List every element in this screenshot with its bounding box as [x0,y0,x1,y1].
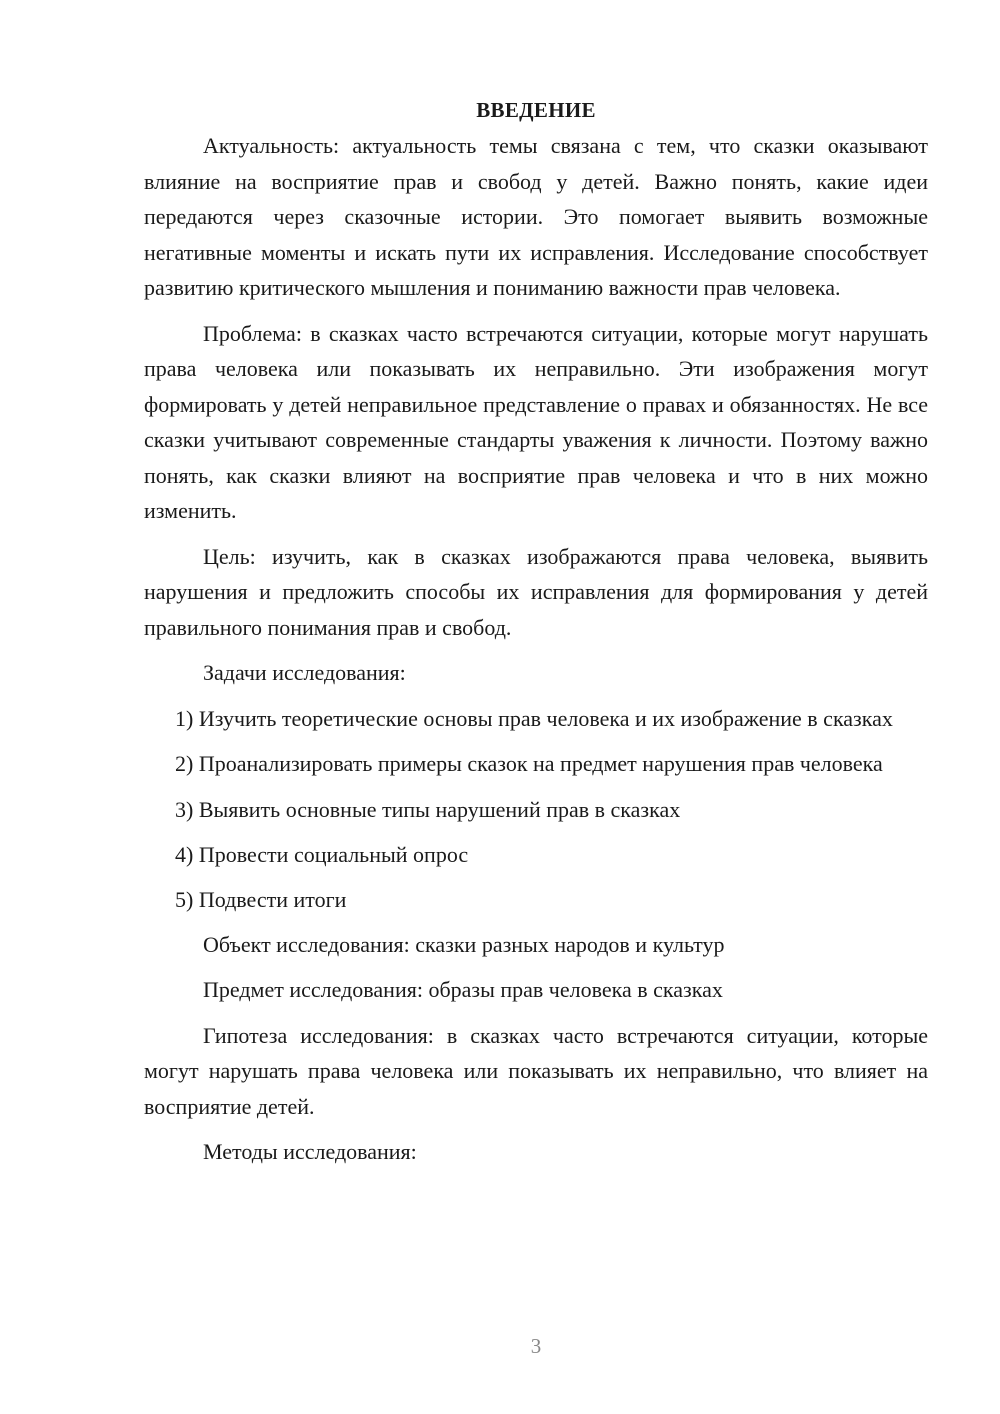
section-title: ВВЕДЕНИЕ [476,98,596,122]
relevance-paragraph: Актуальность: актуальность темы связана с тем, что сказки оказывают влияние на восприятие прав и свобод у детей. Важно понять, какие идеи передаются через сказочные истории. Это помогает выявить возможные негативные моменты и искать пути их исправления. Исследование способствует развитию критического мышления и пониманию важности прав человека. [144,133,928,300]
methods-heading: Методы исследования: [203,1139,417,1164]
object-paragraph: Объект исследования: сказки разных народов и культур [203,931,725,957]
task-item-2: 2) Проанализировать примеры сказок на предмет нарушения прав человека [175,751,883,776]
task-item-4: 4) Провести социальный опрос [175,841,469,867]
goal-paragraph: Цель: изучить, как в сказках изображаются права человека, выявить нарушения и предложить способы их исправления для формирования у детей правильного понимания прав и свобод. [144,543,928,640]
page-number: 3 [530,1334,542,1358]
task-item-1: 1) Изучить теоретические основы прав человека и их изображение в сказках [175,705,893,731]
task-item-5: 5) Подвести итоги [175,886,347,912]
hypothesis-paragraph: Гипотеза исследования: в сказках часто встречаются ситуации, которые могут нарушать права человека или показывать их неправильно, что влияет на восприятие детей. [144,1022,928,1119]
document-page [144,92,928,1180]
tasks-heading: Задачи исследования: [203,660,406,685]
problem-paragraph: Проблема: в сказках часто встречаются ситуации, которые могут нарушать права человека или показывать их неправильно. Эти изображения могут формировать у детей неправильное представление о правах и обязанностях. Не все сказки учитывают современные стандарты уважения к личности. Поэтому важно понять, как сказки влияют на восприятие прав человека и что в них можно изменить. [144,320,928,523]
task-item-3: 3) Выявить основные типы нарушений прав в сказках [175,796,681,822]
subject-paragraph: Предмет исследования: образы прав человека в сказках [203,977,723,1002]
